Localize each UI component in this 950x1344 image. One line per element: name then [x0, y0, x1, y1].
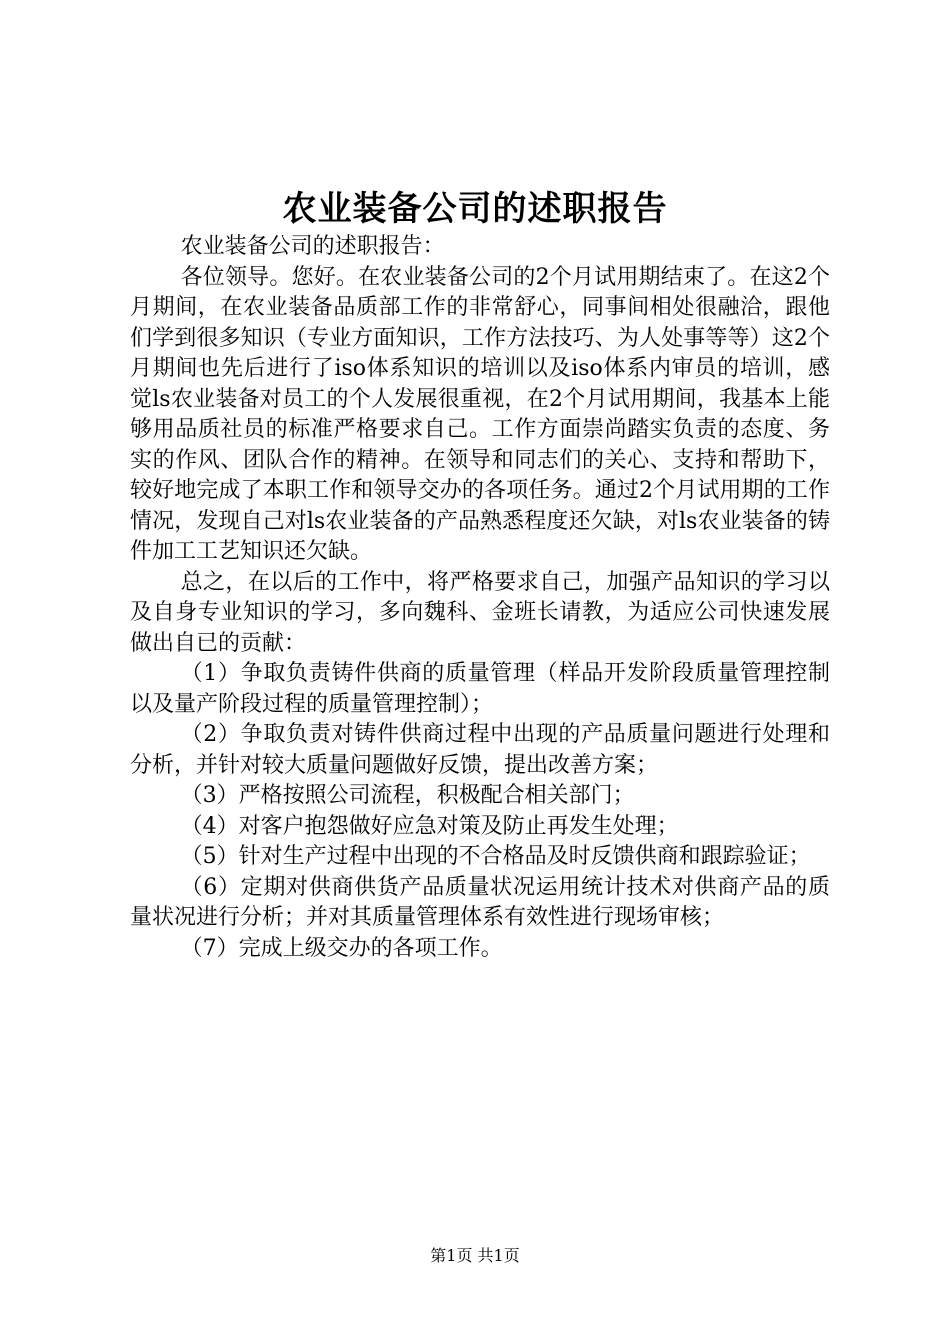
greeting-line: 农业装备公司的述职报告：: [180, 234, 445, 259]
document-body: [130, 232, 830, 964]
paragraph-summary: 总之，在以后的工作中，将严格要求自己，加强产品知识的学习以及自身专业知识的学习，多向魏科、金班长请教，为适应公司快速发展做出自已的贡献：: [130, 569, 830, 656]
page-footer: 第1页 共1页: [430, 1246, 520, 1265]
list-item-5: （5）针对生产过程中出现的不合格品及时反馈供商和跟踪验证；: [180, 844, 811, 869]
document-title: 农业装备公司的述职报告: [282, 189, 668, 229]
list-item-7: （7）完成上级交办的各项工作。: [180, 935, 503, 961]
list-item-1: （1）争取负责铸件供商的质量管理（样品开发阶段质量管理控制以及量产阶段过程的质量管理控制）；: [130, 661, 830, 717]
paragraph-intro: 各位领导。您好。在农业装备公司的2个月试用期结束了。在这2个月期间，在农业装备品质部工作的非常舒心，同事间相处很融洽，跟他们学到很多知识（专业方面知识，工作方法技巧、为人处事等等）这2个月期间也先后进行了iso体系知识的培训以及iso体系内审员的培训，感觉ls农业装备对员工的个人发展很重视，在2个月试用期间，我基本上能够用品质社员的标准严格要求自己。工作方面崇尚踏实负责的态度、务实的作风、团队合作的精神。在领导和同志们的关心、支持和帮助下，较好地完成了本职工作和领导交办的各项任务。通过2个月试用期的工作情况，发现自己对ls农业装备的产品熟悉程度还欠缺，对ls农业装备的铸件加工工艺知识还欠缺。: [130, 264, 830, 564]
list-item-3: （3）严格按照公司流程，积极配合相关部门；: [180, 783, 635, 808]
list-item-6: （6）定期对供商供货产品质量状况运用统计技术对供商产品的质量状况进行分析；并对其质量管理体系有效性进行现场审核；: [130, 874, 830, 930]
list-item-2: （2）争取负责对铸件供商过程中出现的产品质量问题进行处理和分析，并针对较大质量问题做好反馈，提出改善方案；: [130, 722, 830, 778]
list-item-4: （4）对客户抱怨做好应急对策及防止再发生处理；: [180, 813, 679, 839]
